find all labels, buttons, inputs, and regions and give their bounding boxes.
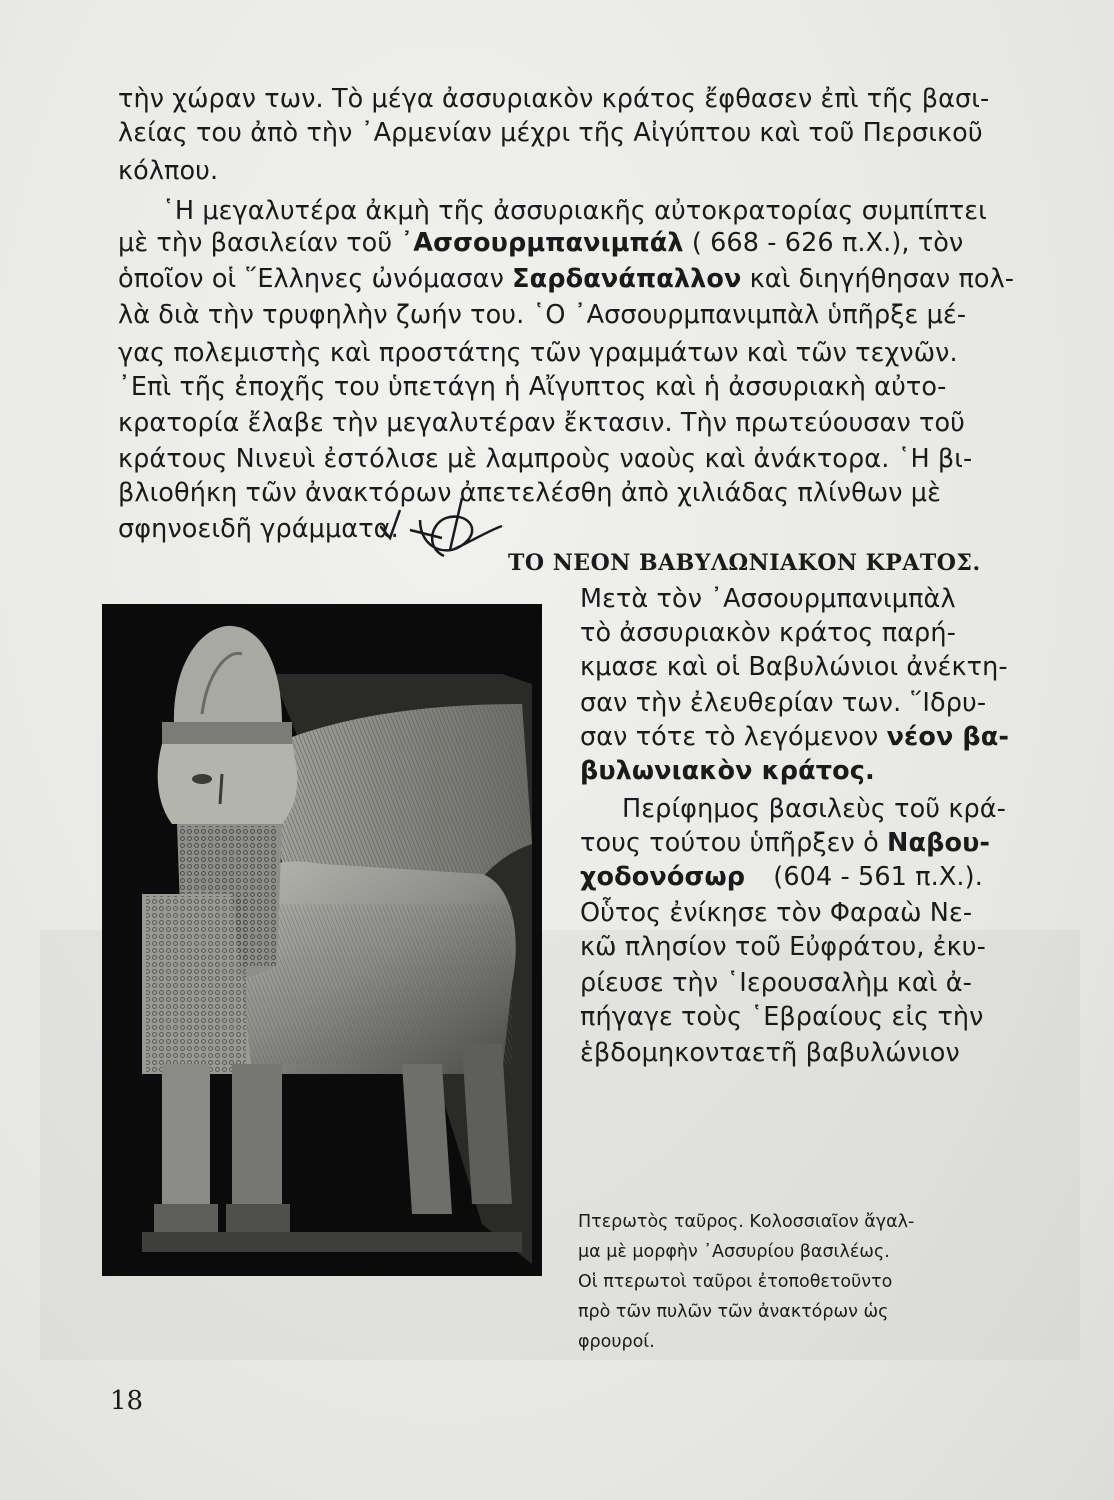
section-text-fragment: (604 - 561 π.Χ.). bbox=[773, 862, 983, 892]
term-new-babylonian: νέον βα- bbox=[886, 722, 1010, 752]
main-text-line bbox=[118, 262, 1014, 296]
handwritten-scribble-icon bbox=[380, 490, 510, 570]
main-text-fragment: μὲ τὴν βασιλείαν τοῦ bbox=[118, 228, 393, 258]
main-text-line: λείας του ἀπὸ τὴν ᾿Αρμενίαν μέχρι τῆς Αἰγύπτου καὶ τοῦ Περσικοῦ bbox=[118, 118, 983, 148]
section-text-line: Μετὰ τὸν ᾿Ασσουρμπανιμπὰλ bbox=[580, 584, 956, 614]
section-text-line: τὸ ἀσσυριακὸν κράτος παρή- bbox=[580, 618, 956, 648]
king-name-nebuchadnezzar: Ναβου- bbox=[887, 828, 991, 858]
page-number: 18 bbox=[110, 1386, 144, 1416]
section-text-line: κμασε καὶ οἱ Βαβυλώνιοι ἀνέκτη- bbox=[580, 652, 1008, 682]
section-text-line: Οὗτος ἐνίκησε τὸν Φαραὼ Νε- bbox=[580, 898, 973, 928]
main-text-line: σφηνοειδῆ γράμματα. bbox=[118, 514, 399, 544]
main-text-line: βλιοθήκη τῶν ἀνακτόρων ἀπετελέσθη ἀπὸ χιλιάδας πλίνθων μὲ bbox=[118, 478, 941, 508]
main-text-line bbox=[118, 226, 963, 260]
main-text-line: κόλπου. bbox=[118, 156, 219, 186]
winged-bull-photo bbox=[102, 604, 542, 1276]
photo-caption-line: Οἱ πτερωτοὶ ταῦροι ἐτοποθετοῦντο bbox=[578, 1272, 893, 1292]
main-text-line: ᾿Επὶ τῆς ἐποχῆς του ὑπετάγη ἡ Αἴγυπτος καὶ ἡ ἀσσυριακὴ αὐτο- bbox=[118, 372, 947, 402]
main-text-line: λὰ διὰ τὴν τρυφηλὴν ζωήν του. ῾Ο ᾿Ασσουρμπανιμπὰλ ὑπῆρξε μέ- bbox=[118, 300, 967, 330]
photo-caption-line: πρὸ τῶν πυλῶν τῶν ἀνακτόρων ὡς bbox=[578, 1302, 889, 1322]
section-text-line: κῶ πλησίον τοῦ Εὐφράτου, ἐκυ- bbox=[580, 932, 986, 962]
photo-caption-line: μα μὲ μορφὴν ᾿Ασσυρίου βασιλέως. bbox=[578, 1242, 890, 1262]
section-text-line: πήγαγε τοὺς ῾Εβραίους εἰς τὴν bbox=[580, 1002, 984, 1032]
main-text-line: τὴν χώραν των. Τὸ μέγα ἀσσυριακὸν κράτος ἔφθασεν ἐπὶ τῆς βασι- bbox=[118, 84, 990, 114]
king-name-nebuchadnezzar-cont: χοδονόσωρ bbox=[580, 862, 746, 892]
main-text-line: γας πολεμιστὴς καὶ προστάτης τῶν γραμμάτων καὶ τῶν τεχνῶν. bbox=[118, 338, 958, 368]
section-text-fragment: τους τούτου ὑπῆρξεν ὁ bbox=[580, 828, 879, 858]
main-text-line: ῾Η μεγαλυτέρα ἀκμὴ τῆς ἀσσυριακῆς αὐτοκρατορίας συμπίπτει bbox=[162, 196, 987, 226]
main-text-fragment: ( 668 - 626 π.Χ.), τὸν bbox=[691, 228, 964, 258]
section-text-line: ρίευσε τὴν ῾Ιερουσαλὴμ καὶ ἀ- bbox=[580, 968, 972, 998]
section-text-line bbox=[580, 720, 1009, 754]
king-name-ashurbanipal: ᾿Ασσουρμπανιμπάλ bbox=[400, 228, 684, 258]
photo-caption-line: Πτερωτὸς ταῦρος. Κολοσσιαῖον ἄγαλ- bbox=[578, 1212, 915, 1232]
photo-caption-line: φρουροί. bbox=[578, 1332, 655, 1352]
section-text-fragment: σαν τότε τὸ λεγόμενον bbox=[580, 722, 879, 752]
name-sardanapalus: Σαρδανάπαλλον bbox=[512, 264, 742, 294]
main-text-line: κράτους Νινευὶ ἐστόλισε μὲ λαμπροὺς ναοὺς καὶ ἀνάκτορα. ῾Η βι- bbox=[118, 444, 973, 474]
section-text-line bbox=[580, 826, 990, 860]
section-text-line bbox=[580, 860, 983, 894]
term-new-babylonian-kingdom: βυλωνιακὸν κράτος. bbox=[580, 756, 875, 786]
main-text-fragment: καὶ διηγήθησαν πολ- bbox=[749, 264, 1015, 294]
section-text-line: Περίφημος βασιλεὺς τοῦ κρά- bbox=[622, 794, 1006, 824]
section-text-line: ἑβδομηκονταετῆ βαβυλώνιον bbox=[580, 1038, 960, 1068]
section-heading: ΤΟ ΝΕΟΝ ΒΑΒΥΛΩΝΙΑΚΟΝ ΚΡΑΤΟΣ. bbox=[508, 550, 981, 576]
section-text-line: σαν τὴν ἐλευθερίαν των. ῞Ιδρυ- bbox=[580, 688, 987, 718]
winged-bull-illustration bbox=[102, 604, 542, 1276]
main-text-line: κρατορία ἔλαβε τὴν μεγαλυτέραν ἔκτασιν. Τὴν πρωτεύουσαν τοῦ bbox=[118, 408, 966, 438]
main-text-fragment: ὁποῖον οἱ ῞Ελληνες ὠνόμασαν bbox=[118, 264, 504, 294]
